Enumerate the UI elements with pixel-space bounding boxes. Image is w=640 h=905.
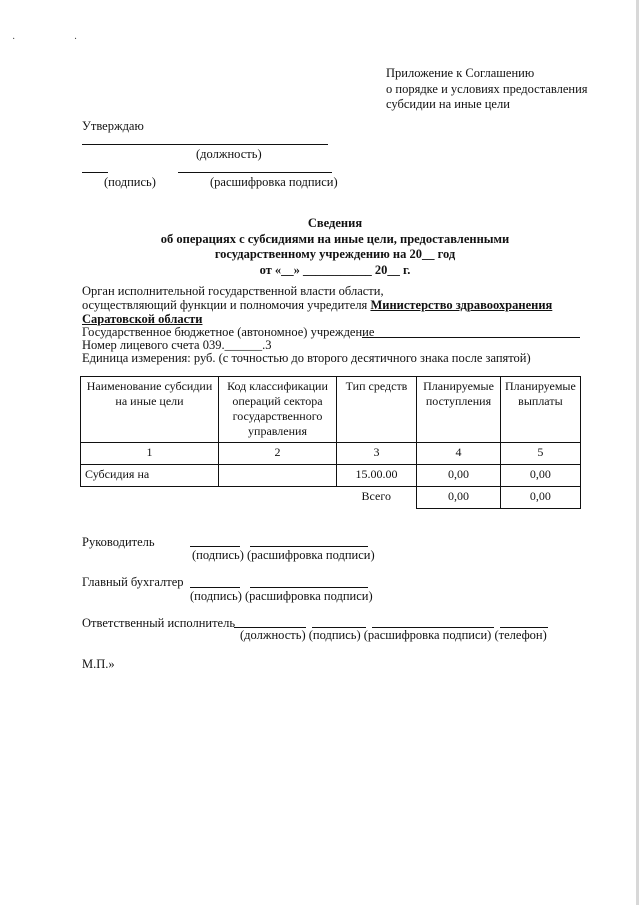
document-title: [120, 216, 550, 279]
col-number-3: 3: [337, 443, 417, 465]
appendix-line-1: Приложение к Соглашению: [386, 66, 535, 80]
head-decode-line: [250, 546, 368, 547]
decode-caption: (расшифровка подписи): [210, 175, 338, 189]
total-planned-payout: 0,00: [501, 487, 581, 509]
col-number-4: 4: [417, 443, 501, 465]
table-row: [81, 465, 581, 487]
title-line-3: государственному учреждению на 20__ год: [214, 247, 456, 262]
title-line-2: об операциях с субсидиями на иные цели, предоставленными: [160, 231, 510, 246]
account-number: Номер лицевого счета 039.______.3: [82, 338, 272, 352]
ministry-name-1: Министерство здравоохранения: [370, 298, 553, 312]
header-planned-income: Планируемые поступления: [417, 377, 501, 443]
head-signature-line: [190, 546, 240, 547]
stamp-place: М.П.»: [82, 657, 115, 671]
executor-label: Ответственный исполнитель: [82, 616, 236, 630]
decode-line: [178, 172, 332, 173]
row-planned-payout: 0,00: [501, 465, 581, 487]
position-line: [82, 144, 328, 145]
row-subsidy-name: Субсидия на: [81, 465, 219, 487]
scan-dots: · ·: [12, 34, 106, 45]
appendix-note: [386, 66, 588, 113]
header-classification-code: Код классификации операций сектора государственного управления: [219, 377, 337, 443]
col-number-1: 1: [81, 443, 219, 465]
table-total-row: [81, 487, 581, 509]
accountant-caption: (подпись) (расшифровка подписи): [190, 589, 373, 603]
header-planned-payout: Планируемые выплаты: [501, 377, 581, 443]
accountant-signature-line: [190, 587, 240, 588]
col-number-5: 5: [501, 443, 581, 465]
header-subsidy-name: Наименование субсидии на иные цели: [81, 377, 219, 443]
approve-title: Утверждаю: [82, 119, 144, 133]
head-label: Руководитель: [82, 535, 155, 549]
row-funds-type: 15.00.00: [337, 465, 417, 487]
title-line-1: Сведения: [307, 216, 363, 230]
ministry-name-2: Саратовской области: [82, 312, 203, 326]
appendix-line-3: субсидии на иные цели: [386, 97, 510, 112]
table-header-row: [81, 377, 581, 443]
institution-line: [362, 337, 580, 338]
signature-caption: (подпись): [104, 175, 156, 189]
accountant-decode-line: [250, 587, 368, 588]
total-label: Всего: [361, 489, 391, 503]
col-number-2: 2: [219, 443, 337, 465]
accountant-label: Главный бухгалтер: [82, 575, 184, 589]
head-caption: (подпись) (расшифровка подписи): [192, 548, 375, 562]
title-line-4: от «__» ___________ 20__ г.: [259, 262, 411, 277]
institution-label: Государственное бюджетное (автономное) учреждение: [82, 325, 375, 339]
row-planned-income: 0,00: [417, 465, 501, 487]
executor-caption: (должность) (подпись) (расшифровка подписи) (телефон): [240, 628, 547, 642]
scan-edge: [636, 0, 639, 905]
org-line-2-prefix: осуществляющий функции и полномочия учредителя: [82, 298, 371, 312]
operations-table: [80, 376, 581, 509]
position-caption: (должность): [196, 147, 262, 161]
header-funds-type: Тип средств: [337, 377, 417, 443]
units-note: Единица измерения: руб. (с точностью до второго десятичного знака после запятой): [82, 351, 531, 365]
table-number-row: [81, 443, 581, 465]
row-classification-code: [219, 465, 337, 487]
total-planned-income: 0,00: [417, 487, 501, 509]
appendix-line-2: о порядке и условиях предоставления: [386, 81, 588, 96]
org-line-1: Орган исполнительной государственной власти области,: [82, 284, 384, 298]
signature-line: [82, 172, 108, 173]
